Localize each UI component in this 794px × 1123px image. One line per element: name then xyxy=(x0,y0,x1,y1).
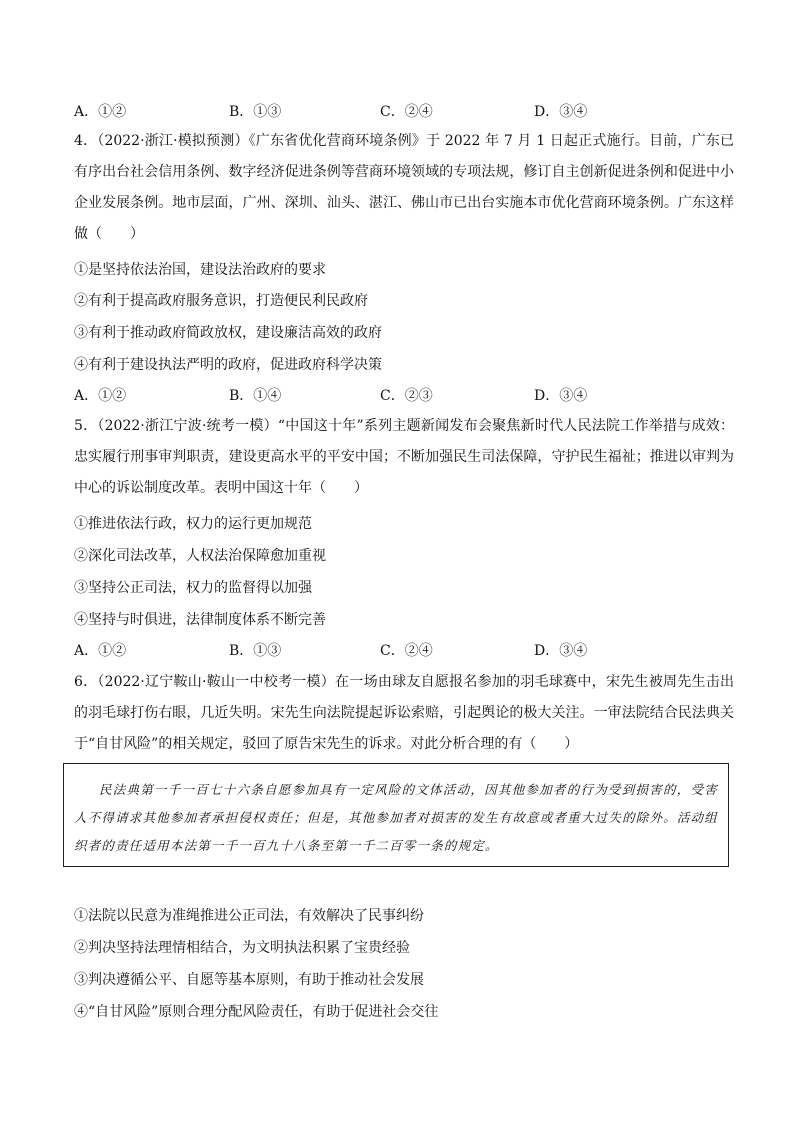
civil-code-quote-text: 民法典第一千一百七十六条自愿参加具有一定风险的文体活动，因其他参加者的行为受到损害的，受害人不得请求其他参加者承担侵权责任；但是，其他参加者对损害的发生有故意或者重大过失的除外。活动组织者的责任适用本法第一千一百九十八条至第一千二百零一条的规定。 xyxy=(74,782,718,853)
q5-statement-2: ②深化司法改革，人权法治保障愈加重视 xyxy=(74,548,326,564)
q6-statement-3: ③判决遵循公平、自愿等基本原则，有助于推动社会发展 xyxy=(74,972,424,988)
q3-option-c: C．②④ xyxy=(380,104,433,120)
q4-option-b: B．①④ xyxy=(229,388,282,404)
q5-statement-1: ①推进依法行政，权力的运行更加规范 xyxy=(74,516,312,532)
q6-statement-2: ②判决坚持法理情相结合，为文明执法积累了宝贵经验 xyxy=(74,940,410,956)
q5-options xyxy=(74,642,734,660)
q3-option-b: B．①③ xyxy=(229,104,282,120)
q3-option-a: A．①② xyxy=(74,104,127,120)
q4-statement-1: ①是坚持依法治国，建设法治政府的要求 xyxy=(74,262,326,278)
q5-option-c: C．②④ xyxy=(380,643,433,659)
q6-statement-4: ④“自甘风险”原则合理分配风险责任，有助于促进社会交往 xyxy=(74,1004,439,1020)
q3-option-d: D．③④ xyxy=(534,104,588,120)
q4-option-c: C．②③ xyxy=(380,388,433,404)
q4-statement-2: ②有利于提高政府服务意识，打造便民利民政府 xyxy=(74,293,368,309)
q6-stem: 6．（2022·辽宁鞍山·鞍山一中校考一模）在一场由球友自愿报名参加的羽毛球赛中，宋先生被周先生击出的羽毛球打伤右眼，几近失明。宋先生向法院提起诉讼索赔，引起舆论的极大关注。一审法院结合民法典关于“自甘风险”的相关规定，驳回了原告宋先生的诉求。对此分析合理的有（ ） xyxy=(74,674,734,752)
q5-statement-4: ④坚持与时俱进，法律制度体系不断完善 xyxy=(74,612,326,628)
q4-stem: 4．（2022·浙江·模拟预测）《广东省优化营商环境条例》于 2022 年 7 月 1 日起正式施行。目前，广东已有序出台社会信用条例、数字经济促进条例等营商环境领域的专项法规，修订自主创新促进条例和促进中小企业发展条例。地市层面，广州、深圳、汕头、湛江、佛山市已出台实施本市优化营商环境条例。广东这样做（ ） xyxy=(74,133,734,242)
q4-statement-3: ③有利于推动政府简政放权，建设廉洁高效的政府 xyxy=(74,325,382,341)
q5-stem: 5．（2022·浙江宁波·统考一模）“中国这十年”系列主题新闻发布会聚焦新时代人民法院工作举措与成效：忠实履行刑事审判职责，建设更高水平的平安中国；不断加强民生司法保障，守护民生福祉；推进以审判为中心的诉讼制度改革。表明中国这十年（ ） xyxy=(74,418,734,496)
q6-statement-1: ①法院以民意为准绳推进公正司法，有效解决了民事纠纷 xyxy=(74,908,424,924)
q3-options xyxy=(74,103,734,121)
q4-statement-4: ④有利于建设执法严明的政府，促进政府科学决策 xyxy=(74,357,382,373)
q4-option-d: D．③④ xyxy=(534,388,588,404)
civil-code-quote-box xyxy=(63,763,729,867)
q5-option-a: A．①② xyxy=(74,643,127,659)
q4-options xyxy=(74,387,734,405)
q5-option-b: B．①③ xyxy=(229,643,282,659)
q4-option-a: A．①② xyxy=(74,388,127,404)
q5-option-d: D．③④ xyxy=(534,643,588,659)
q5-statement-3: ③坚持公正司法，权力的监督得以加强 xyxy=(74,580,312,596)
